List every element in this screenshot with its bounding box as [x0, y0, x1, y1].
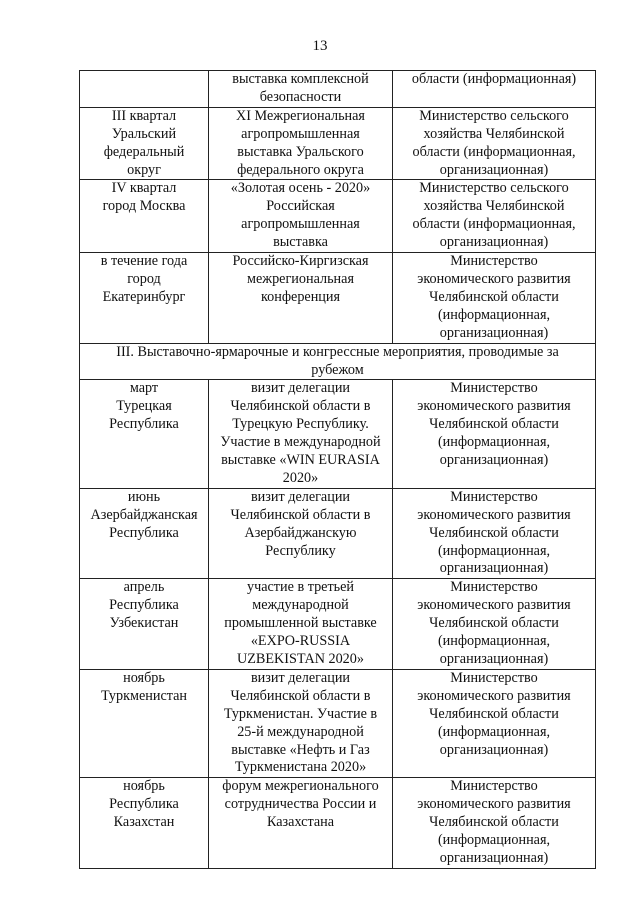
- date-place-line: Турецкая: [116, 398, 172, 415]
- event-line: Российская: [266, 198, 335, 215]
- section-heading: [80, 343, 596, 380]
- table-row: [80, 107, 596, 180]
- event-line: выставке «Нефть и Газ: [231, 741, 370, 758]
- event-line: Челябинской области в: [230, 687, 371, 704]
- date-place-line: IV квартал: [111, 180, 177, 197]
- event-cell: [209, 180, 393, 253]
- event-line: Туркменистан. Участие в: [223, 705, 378, 722]
- event-line: Турецкую Республику.: [232, 416, 369, 433]
- organizer-line: области (информационная,: [412, 216, 576, 233]
- organizer-line: (информационная,: [437, 633, 551, 650]
- date-place-line: Казахстан: [113, 814, 175, 831]
- table-row: [80, 71, 596, 108]
- event-line: Азербайджанскую: [244, 524, 357, 541]
- event-cell: [209, 488, 393, 579]
- date-place-line: Республика: [109, 597, 179, 614]
- table-row: [80, 579, 596, 670]
- organizer-line: (информационная,: [437, 723, 551, 740]
- organizer-line: области (информационная): [411, 71, 577, 87]
- organizer-line: Челябинской области: [429, 288, 559, 305]
- date-place-line: Республика: [109, 796, 179, 813]
- event-cell: [209, 71, 393, 108]
- organizer-cell: [393, 380, 596, 488]
- organizer-line: организационная): [439, 560, 549, 577]
- organizer-cell: [393, 180, 596, 253]
- section-row: [80, 343, 596, 380]
- organizer-line: организационная): [439, 234, 549, 251]
- organizer-line: Министерство: [450, 778, 538, 795]
- organizer-line: хозяйства Челябинской: [423, 125, 565, 142]
- event-line: форум межрегионального: [222, 778, 379, 795]
- organizer-line: организационная): [439, 161, 549, 178]
- event-line: Челябинской области в: [230, 506, 371, 523]
- event-line: выставка: [273, 234, 328, 251]
- event-line: визит делегации: [250, 669, 351, 686]
- date-place-line: апрель: [123, 579, 165, 596]
- date-place-cell: [80, 253, 209, 344]
- organizer-line: Челябинской области: [429, 524, 559, 541]
- date-place-line: ноябрь: [123, 669, 165, 686]
- date-place-line: Туркменистан: [100, 687, 188, 704]
- event-line: Казахстана: [266, 814, 335, 831]
- date-place-line: март: [129, 380, 159, 397]
- organizer-cell: [393, 778, 596, 869]
- organizer-line: организационная): [439, 741, 549, 758]
- date-place-cell: [80, 778, 209, 869]
- date-place-line: округ: [127, 161, 161, 178]
- date-place-cell: [80, 488, 209, 579]
- table-row: [80, 180, 596, 253]
- table-row: [80, 380, 596, 488]
- organizer-line: Министерство: [450, 488, 538, 505]
- organizer-cell: [393, 253, 596, 344]
- section-heading-line: рубежом: [311, 361, 364, 378]
- table-row: [80, 669, 596, 777]
- date-place-line: Республика: [109, 524, 179, 541]
- organizer-line: Министерство сельского: [419, 180, 569, 197]
- table-row: [80, 778, 596, 869]
- event-cell: [209, 579, 393, 670]
- table-body-top: [80, 71, 596, 344]
- event-line: сотрудничества России и: [224, 796, 377, 813]
- event-line: Российско-Киргизская: [232, 253, 369, 270]
- date-place-cell: [80, 579, 209, 670]
- event-cell: [209, 669, 393, 777]
- event-line: Участие в международной: [220, 434, 381, 451]
- organizer-line: Челябинской области: [429, 814, 559, 831]
- organizer-cell: [393, 579, 596, 670]
- organizer-line: организационная): [439, 651, 549, 667]
- event-line: «Золотая осень - 2020»: [230, 180, 371, 197]
- event-line: UZBEKISTAN 2020»: [237, 651, 364, 667]
- event-cell: [209, 778, 393, 869]
- organizer-line: организационная): [439, 324, 549, 341]
- organizer-line: экономического развития: [417, 398, 571, 415]
- organizer-line: (информационная,: [437, 832, 551, 849]
- event-line: конференция: [260, 288, 341, 305]
- event-line: агропромышленная: [241, 216, 360, 233]
- organizer-line: (информационная,: [437, 306, 551, 323]
- organizer-line: организационная): [439, 849, 549, 866]
- date-place-cell: [80, 107, 209, 180]
- date-place-cell: [80, 380, 209, 488]
- event-line: федерального округа: [237, 161, 364, 178]
- date-place-line: федеральный: [103, 143, 185, 160]
- organizer-line: экономического развития: [417, 270, 571, 287]
- organizer-line: Министерство: [450, 669, 538, 686]
- date-place-line: III квартал: [111, 107, 177, 124]
- event-line: «EXPO-RUSSIA: [250, 633, 351, 650]
- organizer-cell: [393, 71, 596, 108]
- organizer-line: (информационная,: [437, 434, 551, 451]
- date-place-line: ноябрь: [123, 778, 165, 795]
- date-place-cell: [80, 180, 209, 253]
- event-cell: [209, 107, 393, 180]
- table-row: [80, 253, 596, 344]
- event-line: 2020»: [282, 469, 319, 486]
- organizer-cell: [393, 107, 596, 180]
- event-line: межрегиональная: [247, 270, 354, 287]
- organizer-line: экономического развития: [417, 506, 571, 523]
- event-line: участие в третьей: [246, 579, 355, 596]
- date-place-cell: [80, 669, 209, 777]
- date-place-cell: [80, 71, 209, 108]
- date-place-line: Уральский: [111, 125, 177, 142]
- event-line: выставке «WIN EURASIA: [221, 452, 380, 469]
- event-line: XI Межрегиональная: [236, 107, 365, 124]
- event-line: визит делегации: [250, 488, 351, 505]
- organizer-line: экономического развития: [417, 687, 571, 704]
- page-number: 13: [312, 38, 328, 54]
- table-body-bottom: [80, 380, 596, 868]
- organizer-line: Челябинской области: [429, 705, 559, 722]
- organizer-line: хозяйства Челябинской: [423, 198, 565, 215]
- organizer-cell: [393, 488, 596, 579]
- organizer-line: Челябинской области: [429, 615, 559, 632]
- organizer-cell: [393, 669, 596, 777]
- organizer-line: экономического развития: [417, 597, 571, 614]
- date-place-line: город: [127, 270, 161, 287]
- organizer-line: области (информационная,: [412, 143, 576, 160]
- date-place-line: в течение года: [100, 253, 188, 270]
- date-place-line: город Москва: [102, 198, 186, 215]
- section-heading-line: III. Выставочно-ярмарочные и конгрессные мероприятия, проводимые за: [116, 343, 559, 360]
- date-place-line: Азербайджанская: [90, 506, 198, 523]
- organizer-line: организационная): [439, 452, 549, 469]
- organizer-line: Министерство: [450, 380, 538, 397]
- date-place-line: Республика: [109, 416, 179, 433]
- event-line: Туркменистана 2020»: [234, 759, 367, 776]
- date-place-line: Узбекистан: [109, 615, 179, 632]
- event-line: визит делегации: [250, 380, 351, 397]
- organizer-line: Челябинской области: [429, 416, 559, 433]
- organizer-line: экономического развития: [417, 796, 571, 813]
- table-row: [80, 488, 596, 579]
- events-table: [79, 70, 596, 869]
- event-cell: [209, 380, 393, 488]
- event-line: промышленной выставке: [224, 615, 377, 632]
- organizer-line: Министерство: [450, 579, 538, 596]
- event-line: Республику: [265, 542, 336, 559]
- event-line: международной: [252, 597, 349, 614]
- event-line: выставка Уральского: [237, 143, 364, 160]
- event-line: агропромышленная: [241, 125, 360, 142]
- organizer-line: Министерство: [450, 253, 538, 270]
- date-place-line: июнь: [127, 488, 161, 505]
- organizer-line: (информационная,: [437, 542, 551, 559]
- event-cell: [209, 253, 393, 344]
- event-line: безопасности: [259, 88, 342, 105]
- table-section: [80, 343, 596, 380]
- event-line: 25-й международной: [237, 723, 364, 740]
- event-line: выставка комплексной: [232, 71, 369, 87]
- date-place-line: Екатеринбург: [102, 288, 186, 305]
- organizer-line: Министерство сельского: [419, 107, 569, 124]
- event-line: Челябинской области в: [230, 398, 371, 415]
